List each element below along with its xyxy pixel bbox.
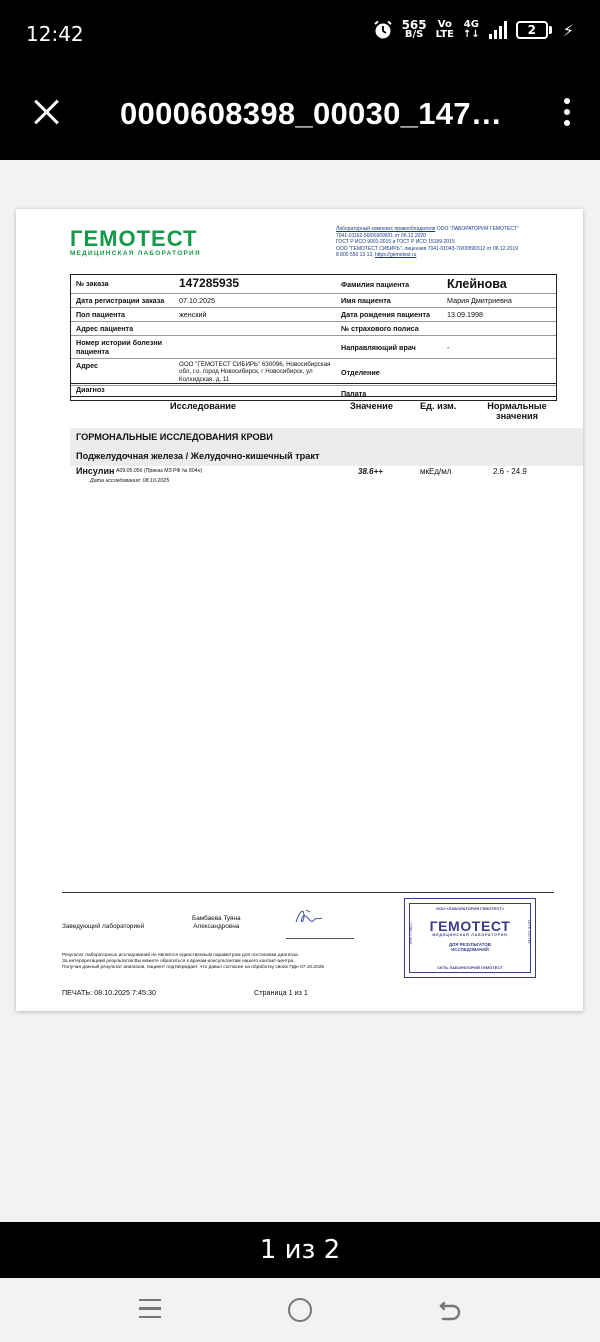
info-row [71, 294, 556, 308]
test-code: A09.05.056 (Приказ МЗ РФ № 804н) [116, 468, 203, 474]
name-label: Имя пациента [341, 296, 391, 305]
header-study: Исследование [170, 401, 237, 411]
logo-main: ГЕМОТЕСТ [70, 226, 198, 251]
page-indicator: 1 из 2 [0, 1222, 600, 1278]
page-number: Страница 1 из 1 [254, 988, 308, 997]
header-norm: Нормальные значения [487, 401, 547, 421]
doctor-label: Направляющий врач [341, 342, 416, 352]
network-type [463, 20, 480, 40]
doctor-value: - [447, 342, 450, 352]
head-lab-label: Заведующий лабораторией [62, 923, 145, 930]
charging-icon: ⚡ [562, 20, 574, 40]
patient-address-label: Адрес пациента [76, 324, 134, 333]
net-speed-value: 565 [401, 18, 427, 32]
status-bar [0, 0, 600, 66]
section-title: ГОРМОНАЛЬНЫЕ ИССЛЕДОВАНИЯ КРОВИ [76, 432, 273, 442]
birth-value: 13.09.1998 [447, 310, 483, 319]
license-info: Лабораторный комплекс правообладателя ООО "ЛАБОРАТОРИЯ ГЕМОТЕСТ" 7041-01162-50/00309831 от 06.12.2020 ГОСТ Р ИСО 9001-2015 и ГОСТ Р ИСО 15189-2015 ООО "ГЕМОТЕСТ СИБИРЬ", лицензия 7041-01043-70/00590312 от 06.12.2019 8 800 550 13 13, https://gemotest.ru [336, 226, 519, 258]
volte-indicator [436, 20, 454, 40]
head-lab-name: Бамбаева Туяна Александровна [192, 915, 241, 930]
address-value: ООО "ГЕМОТЕСТ СИБИРЬ" 630096, Новосибирская обл, г.о. город Новосибирск, г Новосибирск, ул Колхидская, д. 11 [179, 361, 331, 383]
sex-value: женский [179, 310, 207, 319]
volte-top: Vo [437, 19, 452, 30]
net-speed-unit: B/S [404, 29, 424, 40]
status-time: 12:42 [26, 22, 84, 46]
logo-sub: МЕДИЦИНСКАЯ ЛАБОРАТОРИЯ [70, 250, 201, 257]
test-date: Дата исследования: 08.10.2025 [90, 478, 170, 484]
patient-info-table [70, 274, 557, 401]
volte-bottom: LTE [435, 29, 454, 40]
reg-date-label: Дата регистрации заказа [76, 296, 165, 305]
status-icons [373, 20, 574, 40]
header-unit: Ед. изм. [420, 401, 457, 411]
ward-label: Палата [341, 388, 367, 398]
reg-date-value: 07.10.2025 [179, 296, 215, 305]
department-label: Отделение [341, 367, 380, 377]
net-speed [402, 20, 427, 40]
battery-level: 2 [516, 21, 548, 39]
signature-image [292, 906, 324, 928]
birth-label: Дата рождения пациента [341, 310, 430, 319]
network-arrows: ↑↓ [463, 29, 480, 40]
surname-label: Фамилия пациента [341, 279, 410, 289]
info-row [71, 308, 556, 322]
info-row [71, 275, 556, 294]
surname-value: Клейнова [447, 277, 507, 291]
order-label: № заказа [76, 278, 109, 288]
license-link[interactable]: Лабораторный комплекс правообладателя [336, 226, 436, 232]
disclaimer: Результат лабораторных исследований не является единственным параметром для постановки диагноза. За интерпретацией результатов Вы можете обратиться к врачам-консультантам нашего контакт-центра. Получая данный результат анализов, пациент подтверждает, что давал согласие на обработку своих ПДн 07.10.2025 [62, 953, 325, 970]
test-norm: 2.6 - 24.9 [493, 467, 527, 476]
battery-icon [516, 21, 552, 39]
test-unit: мкЕд/мл [420, 467, 452, 476]
more-icon[interactable] [562, 98, 572, 130]
signature-line [286, 938, 354, 939]
name-value: Мария Дмитриевна [447, 296, 512, 305]
recent-apps-icon[interactable] [139, 1299, 161, 1321]
header-value: Значение [350, 401, 393, 411]
app-bar [0, 66, 600, 160]
info-row [71, 336, 556, 359]
network-label: 4G [463, 19, 479, 30]
nav-bar [0, 1278, 600, 1342]
print-date: ПЕЧАТЬ: 08.10.2025 7:45:30 [62, 988, 157, 997]
sex-label: Пол пациента [76, 310, 125, 319]
home-icon[interactable] [288, 1298, 312, 1322]
diagnosis-label: Диагноз [70, 383, 557, 397]
alarm-icon [373, 20, 393, 40]
insurance-label: № страхового полиса [341, 324, 419, 333]
document-page [16, 209, 583, 1011]
section-subtitle: Поджелудочная железа / Желудочно-кишечный тракт [76, 451, 320, 461]
results-section [70, 428, 583, 466]
website-link[interactable]: https://gemotest.ru [374, 252, 417, 258]
lab-logo [70, 226, 201, 257]
close-icon[interactable] [26, 92, 66, 132]
info-row [71, 322, 556, 336]
document-title: 0000608398_00030_147… [120, 96, 503, 131]
history-label: Номер истории болезни пациента [76, 338, 163, 356]
address-label: Адрес [76, 361, 99, 370]
footer-divider [62, 892, 554, 893]
back-icon[interactable] [438, 1298, 462, 1322]
signal-icon [489, 21, 507, 39]
results-header [70, 399, 557, 423]
test-name: Инсулин [76, 466, 115, 476]
order-value: 147285935 [179, 275, 240, 290]
lab-stamp: ООО «ЛАБОРАТОРИЯ ГЕМОТЕСТ» ГЕМОТЕСТ МЕДИЦИНСКАЯ ЛАБОРАТОРИЯ ДЛЯ РЕЗУЛЬТАТОВ ИССЛЕДОВАНИЙ СЕТЬ ЛАБОРАТОРИЙ ГЕМОТЕСТ ИНН 7708601... ОГРН 1067746... [404, 898, 536, 978]
test-value: 38.6++ [358, 467, 383, 476]
